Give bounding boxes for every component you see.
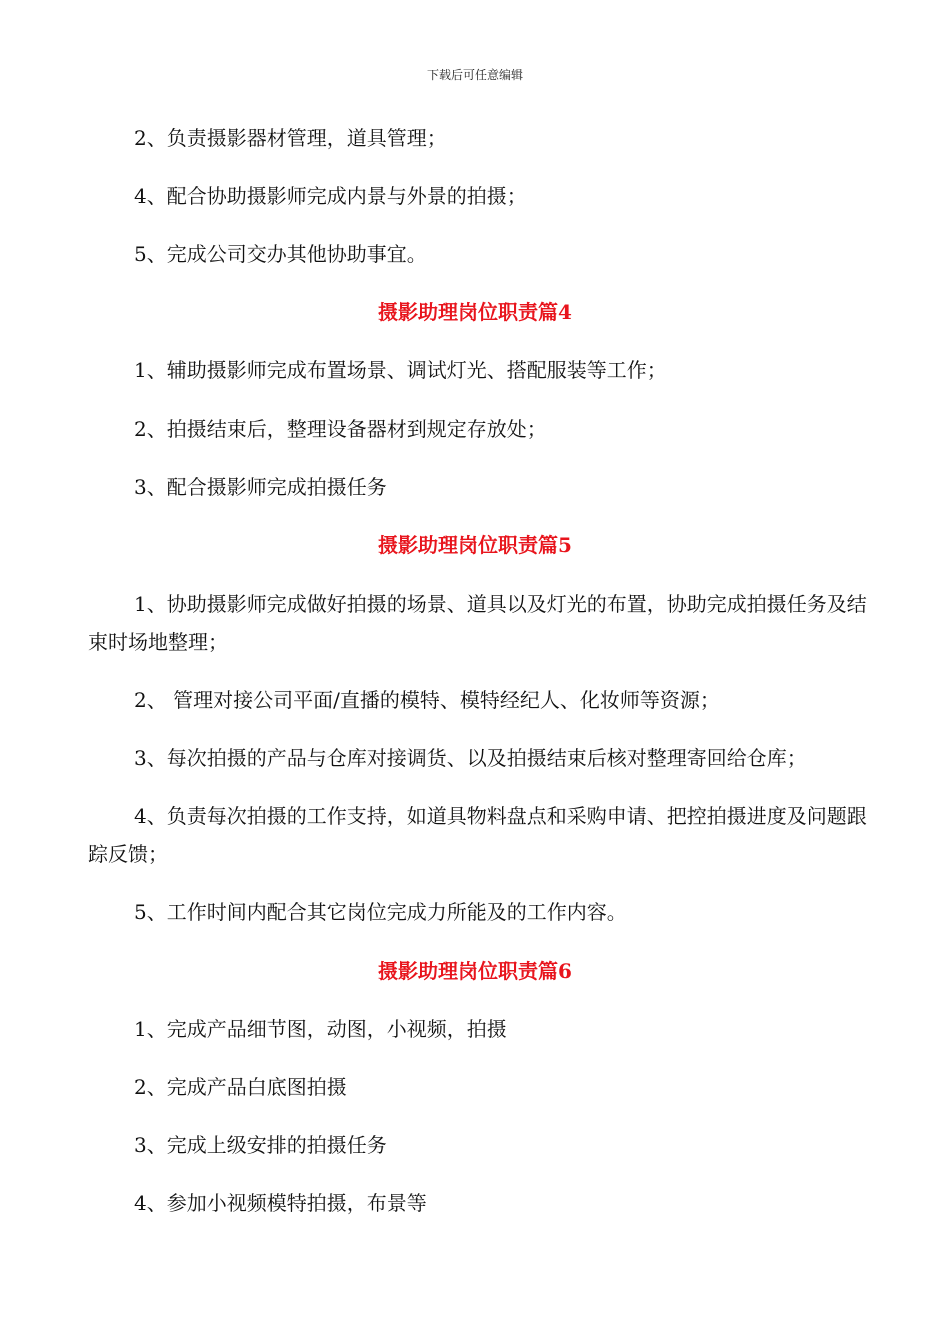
list-item: 4、配合协助摄影师完成内景与外景的拍摄； [134, 184, 527, 208]
list-item: 2、完成产品白底图拍摄 [134, 1075, 347, 1099]
list-item: 5、完成公司交办其他协助事宜。 [134, 242, 427, 266]
list-item: 1、辅助摄影师完成布置场景、调试灯光、搭配服装等工作； [134, 358, 667, 382]
list-item: 2、负责摄影器材管理，道具管理； [134, 126, 447, 150]
list-item: 2、拍摄结束后，整理设备器材到规定存放处； [134, 417, 547, 441]
section-heading: 摄影助理岗位职责篇4 [378, 300, 572, 324]
list-item: 4、负责每次拍摄的工作支持，如道具物料盘点和采购申请、把控拍摄进度及问题跟踪反馈； [88, 804, 867, 866]
section-heading: 摄影助理岗位职责篇5 [378, 533, 572, 557]
list-item: 5、工作时间内配合其它岗位完成力所能及的工作内容。 [134, 900, 627, 924]
list-item: 3、完成上级安排的拍摄任务 [134, 1133, 387, 1157]
list-item: 4、参加小视频模特拍摄，布景等 [134, 1191, 427, 1215]
list-item: 3、配合摄影师完成拍摄任务 [134, 475, 387, 499]
list-item: 1、协助摄影师完成做好拍摄的场景、道具以及灯光的布置，协助完成拍摄任务及结束时场地整理； [88, 592, 867, 654]
page-header: 下载后可任意编辑 [426, 68, 523, 82]
section-heading: 摄影助理岗位职责篇6 [378, 959, 572, 983]
list-item: 1、完成产品细节图，动图，小视频，拍摄 [134, 1017, 507, 1041]
list-item: 3、每次拍摄的产品与仓库对接调货、以及拍摄结束后核对整理寄回给仓库； [134, 746, 807, 770]
list-item: 2、 管理对接公司平面/直播的模特、模特经纪人、化妆师等资源； [134, 688, 720, 712]
